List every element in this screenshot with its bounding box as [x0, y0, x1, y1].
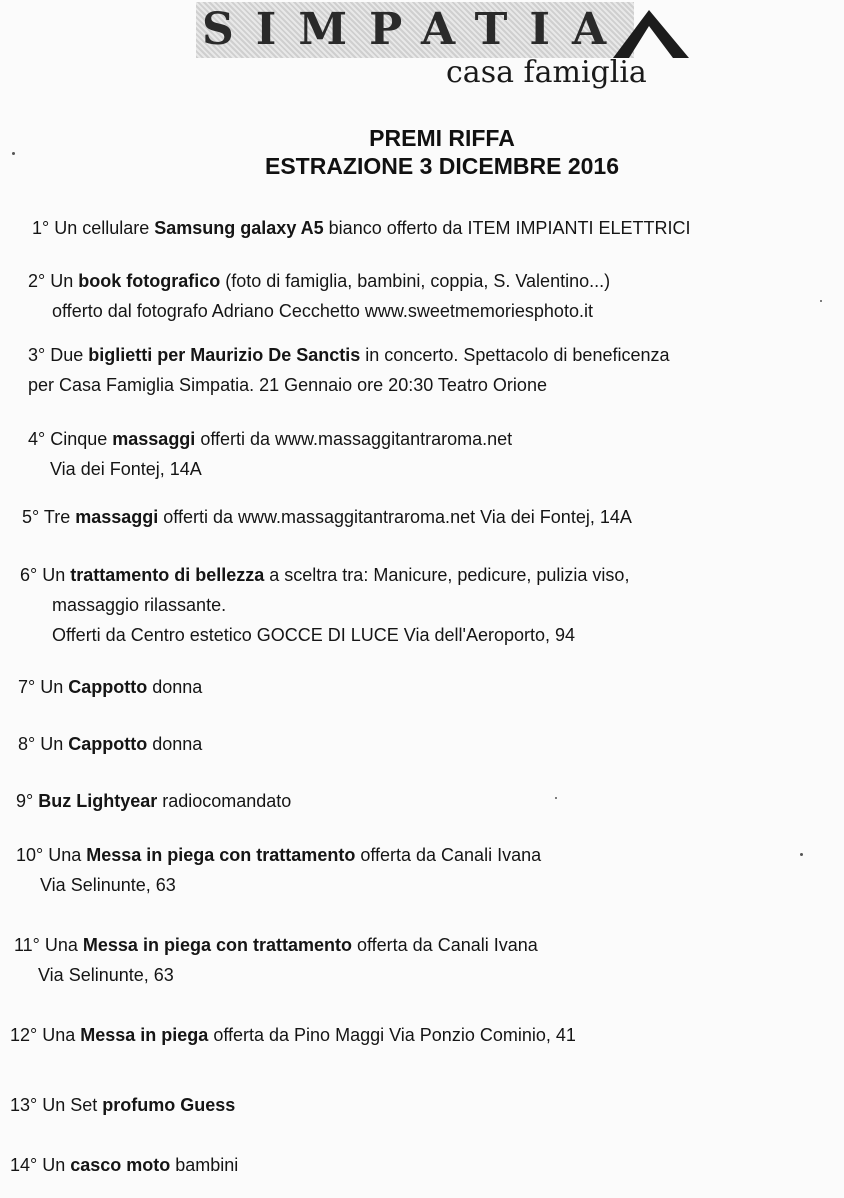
prize-highlight: biglietti per Maurizio De Sanctis	[88, 345, 361, 365]
speck	[555, 797, 557, 799]
prize-text: 7° Un	[18, 677, 69, 697]
prize-line	[0, 930, 844, 960]
prize-line	[0, 729, 844, 759]
prize-item	[0, 266, 844, 326]
prize-line	[0, 1150, 844, 1180]
prize-highlight: Cappotto	[68, 734, 148, 754]
prize-line	[0, 370, 844, 400]
prize-text: Via Selinunte, 63	[40, 875, 176, 895]
prize-text: in concerto. Spettacolo di beneficenza	[360, 345, 670, 365]
prize-highlight: Messa in piega con trattamento	[86, 845, 356, 865]
prize-highlight: Messa in piega con trattamento	[82, 935, 352, 955]
prize-highlight: trattamento di bellezza	[70, 565, 265, 585]
prize-text: 9°	[16, 791, 39, 811]
title-line-1: PREMI RIFFA	[369, 125, 515, 151]
prize-line	[0, 340, 844, 370]
prize-text: 1° Un cellulare	[32, 218, 155, 238]
prize-text: Offerti da Centro estetico GOCCE DI LUCE Via dell'Aeroporto, 94	[52, 625, 576, 645]
prize-item	[0, 1150, 844, 1180]
prize-text: Via dei Fontej, 14A	[50, 459, 202, 479]
prize-text: (foto di famiglia, bambini, coppia, S. Valentino...)	[220, 271, 611, 291]
prize-highlight: book fotografico	[78, 271, 221, 291]
prize-text: offerta da Pino Maggi Via Ponzio Cominio, 41	[208, 1025, 576, 1045]
prize-line	[0, 213, 844, 243]
prize-line	[0, 424, 844, 454]
prize-text: offerti da www.massaggitantraroma.net	[195, 429, 513, 449]
prize-text: bambini	[170, 1155, 239, 1175]
prize-text: 4° Cinque	[28, 429, 113, 449]
prize-highlight: profumo Guess	[102, 1095, 236, 1115]
prize-item	[0, 1020, 844, 1050]
prize-item	[0, 502, 844, 532]
prize-line	[0, 296, 844, 326]
speck	[12, 152, 15, 155]
speck	[800, 853, 803, 856]
prize-highlight: Cappotto	[68, 677, 148, 697]
prize-text: massaggio rilassante.	[52, 595, 227, 615]
prize-line	[0, 672, 844, 702]
prize-highlight: casco moto	[70, 1155, 171, 1175]
prize-line	[0, 786, 844, 816]
prize-text: 5° Tre	[22, 507, 76, 527]
prize-item	[0, 729, 844, 759]
prize-line	[0, 620, 844, 650]
speck	[820, 300, 822, 302]
prize-line	[0, 840, 844, 870]
prize-line	[0, 1090, 844, 1120]
prize-line	[0, 502, 844, 532]
prize-item	[0, 840, 844, 900]
prize-text: radiocomandato	[157, 791, 292, 811]
prize-highlight: Samsung galaxy A5	[154, 218, 324, 238]
prize-item	[0, 672, 844, 702]
prize-text: 13° Un Set	[10, 1095, 103, 1115]
prize-item	[0, 340, 844, 400]
page-title	[0, 124, 844, 180]
prize-line	[0, 870, 844, 900]
prize-item	[0, 560, 844, 650]
prize-line	[0, 590, 844, 620]
prize-text: 3° Due	[28, 345, 89, 365]
prize-text: donna	[147, 677, 203, 697]
prize-highlight: Messa in piega	[80, 1025, 209, 1045]
prize-line	[0, 454, 844, 484]
prize-text: 14° Un	[10, 1155, 71, 1175]
logo-wordmark: SIMPATIA	[196, 2, 634, 58]
prize-text: offerta da Canali Ivana	[355, 845, 542, 865]
prize-text: Via Selinunte, 63	[38, 965, 174, 985]
prize-item	[0, 786, 844, 816]
prize-text: 6° Un	[20, 565, 71, 585]
prize-text: bianco offerto da ITEM IMPIANTI ELETTRICI	[323, 218, 691, 238]
prize-highlight: massaggi	[112, 429, 196, 449]
prize-text: 10° Una	[16, 845, 87, 865]
prize-text: offerto dal fotografo Adriano Cecchetto www.sweetmemoriesphoto.it	[52, 301, 593, 321]
prize-item	[0, 1090, 844, 1120]
prize-text: 2° Un	[28, 271, 79, 291]
prize-text: offerta da Canali Ivana	[351, 935, 538, 955]
prize-highlight: massaggi	[75, 507, 159, 527]
logo	[196, 2, 696, 94]
roof-icon	[611, 6, 691, 60]
prize-text: offerti da www.massaggitantraroma.net Via dei Fontej, 14A	[158, 507, 632, 527]
prize-line	[0, 1020, 844, 1050]
logo-subtitle: casa famiglia	[446, 55, 647, 90]
prize-text: 8° Un	[18, 734, 69, 754]
prize-line	[0, 560, 844, 590]
prize-item	[0, 424, 844, 484]
prize-text: 12° Una	[10, 1025, 81, 1045]
prize-highlight: Buz Lightyear	[38, 791, 158, 811]
prize-text: donna	[147, 734, 203, 754]
prize-text: 11° Una	[14, 935, 83, 955]
prize-item	[0, 930, 844, 990]
prize-text: per Casa Famiglia Simpatia. 21 Gennaio ore 20:30 Teatro Orione	[28, 375, 547, 395]
prize-item	[0, 213, 844, 243]
prize-text: a sceltra tra: Manicure, pedicure, pulizia viso,	[264, 565, 630, 585]
prize-line	[0, 960, 844, 990]
title-line-2: ESTRAZIONE 3 DICEMBRE 2016	[264, 153, 620, 179]
prize-line	[0, 266, 844, 296]
